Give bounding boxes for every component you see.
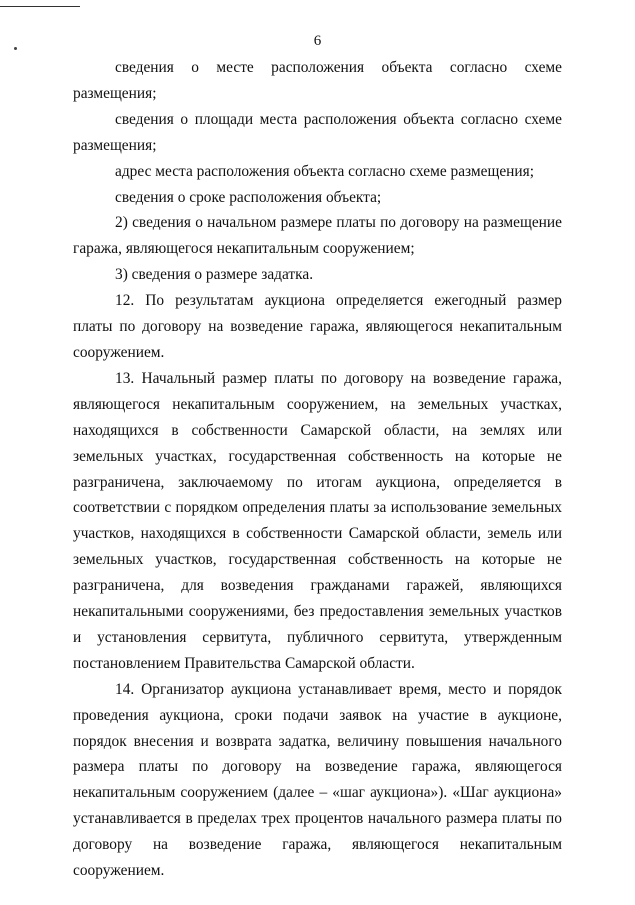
page-number: 6 xyxy=(313,33,322,49)
paragraph-12: 12. По результатам аукциона определяется ежегодный размер платы по договору на возведение гаража, являющегося некапитальным сооружением. xyxy=(73,292,562,361)
paragraph-location: сведения о месте расположения объекта согласно схеме размещения; xyxy=(73,59,562,102)
paragraph-deposit: 3) сведения о размере задатка. xyxy=(115,266,314,284)
paragraph-initial-fee: 2) сведения о начальном размере платы по договору на размещение гаража, являющегося некапитальным сооружением; xyxy=(73,214,562,258)
paragraph-13: 13. Начальный размер платы по договору на возведение гаража, являющегося некапитальным сооружением, на земельных участках, находящихся в собственности Самарской области, на землях или земельных участках, государственная собственность на которые не разграничена, заключаемому по итогам аукциона, определяется в соответствии с порядком определения платы за использование земельных участков, находящихся в собственности Самарской области, земель или земельных участков, государственная собственность на которые не разграничена, для возведения гражданами гаражей, являющихся некапитальными сооружениями, без предоставления земельных участков и установления сервитута, публичного сервитута, утвержденным постановлением Правительства Самарской области. xyxy=(73,369,562,672)
document-body xyxy=(73,55,562,884)
paragraph-14: 14. Организатор аукциона устанавливает время, место и порядок проведения аукциона, сроки подачи заявок на участие в аукционе, порядок внесения и возврата задатка, величину повышения начального размера платы по договору на возведение гаража, являющегося некапитальным сооружением (далее – «шаг аукциона»). «Шаг аукциона» устанавливается в пределах трех процентов начального размера платы по договору на возведение гаража, являющегося некапитальным сооружением. xyxy=(73,680,562,880)
paragraph-term: сведения о сроке расположения объекта; xyxy=(115,188,382,206)
scan-edge-line xyxy=(0,6,80,7)
paragraph-address: адрес места расположения объекта согласно схеме размещения; xyxy=(115,162,535,180)
paragraph-area: сведения о площади места расположения объекта согласно схеме размещения; xyxy=(73,110,562,154)
